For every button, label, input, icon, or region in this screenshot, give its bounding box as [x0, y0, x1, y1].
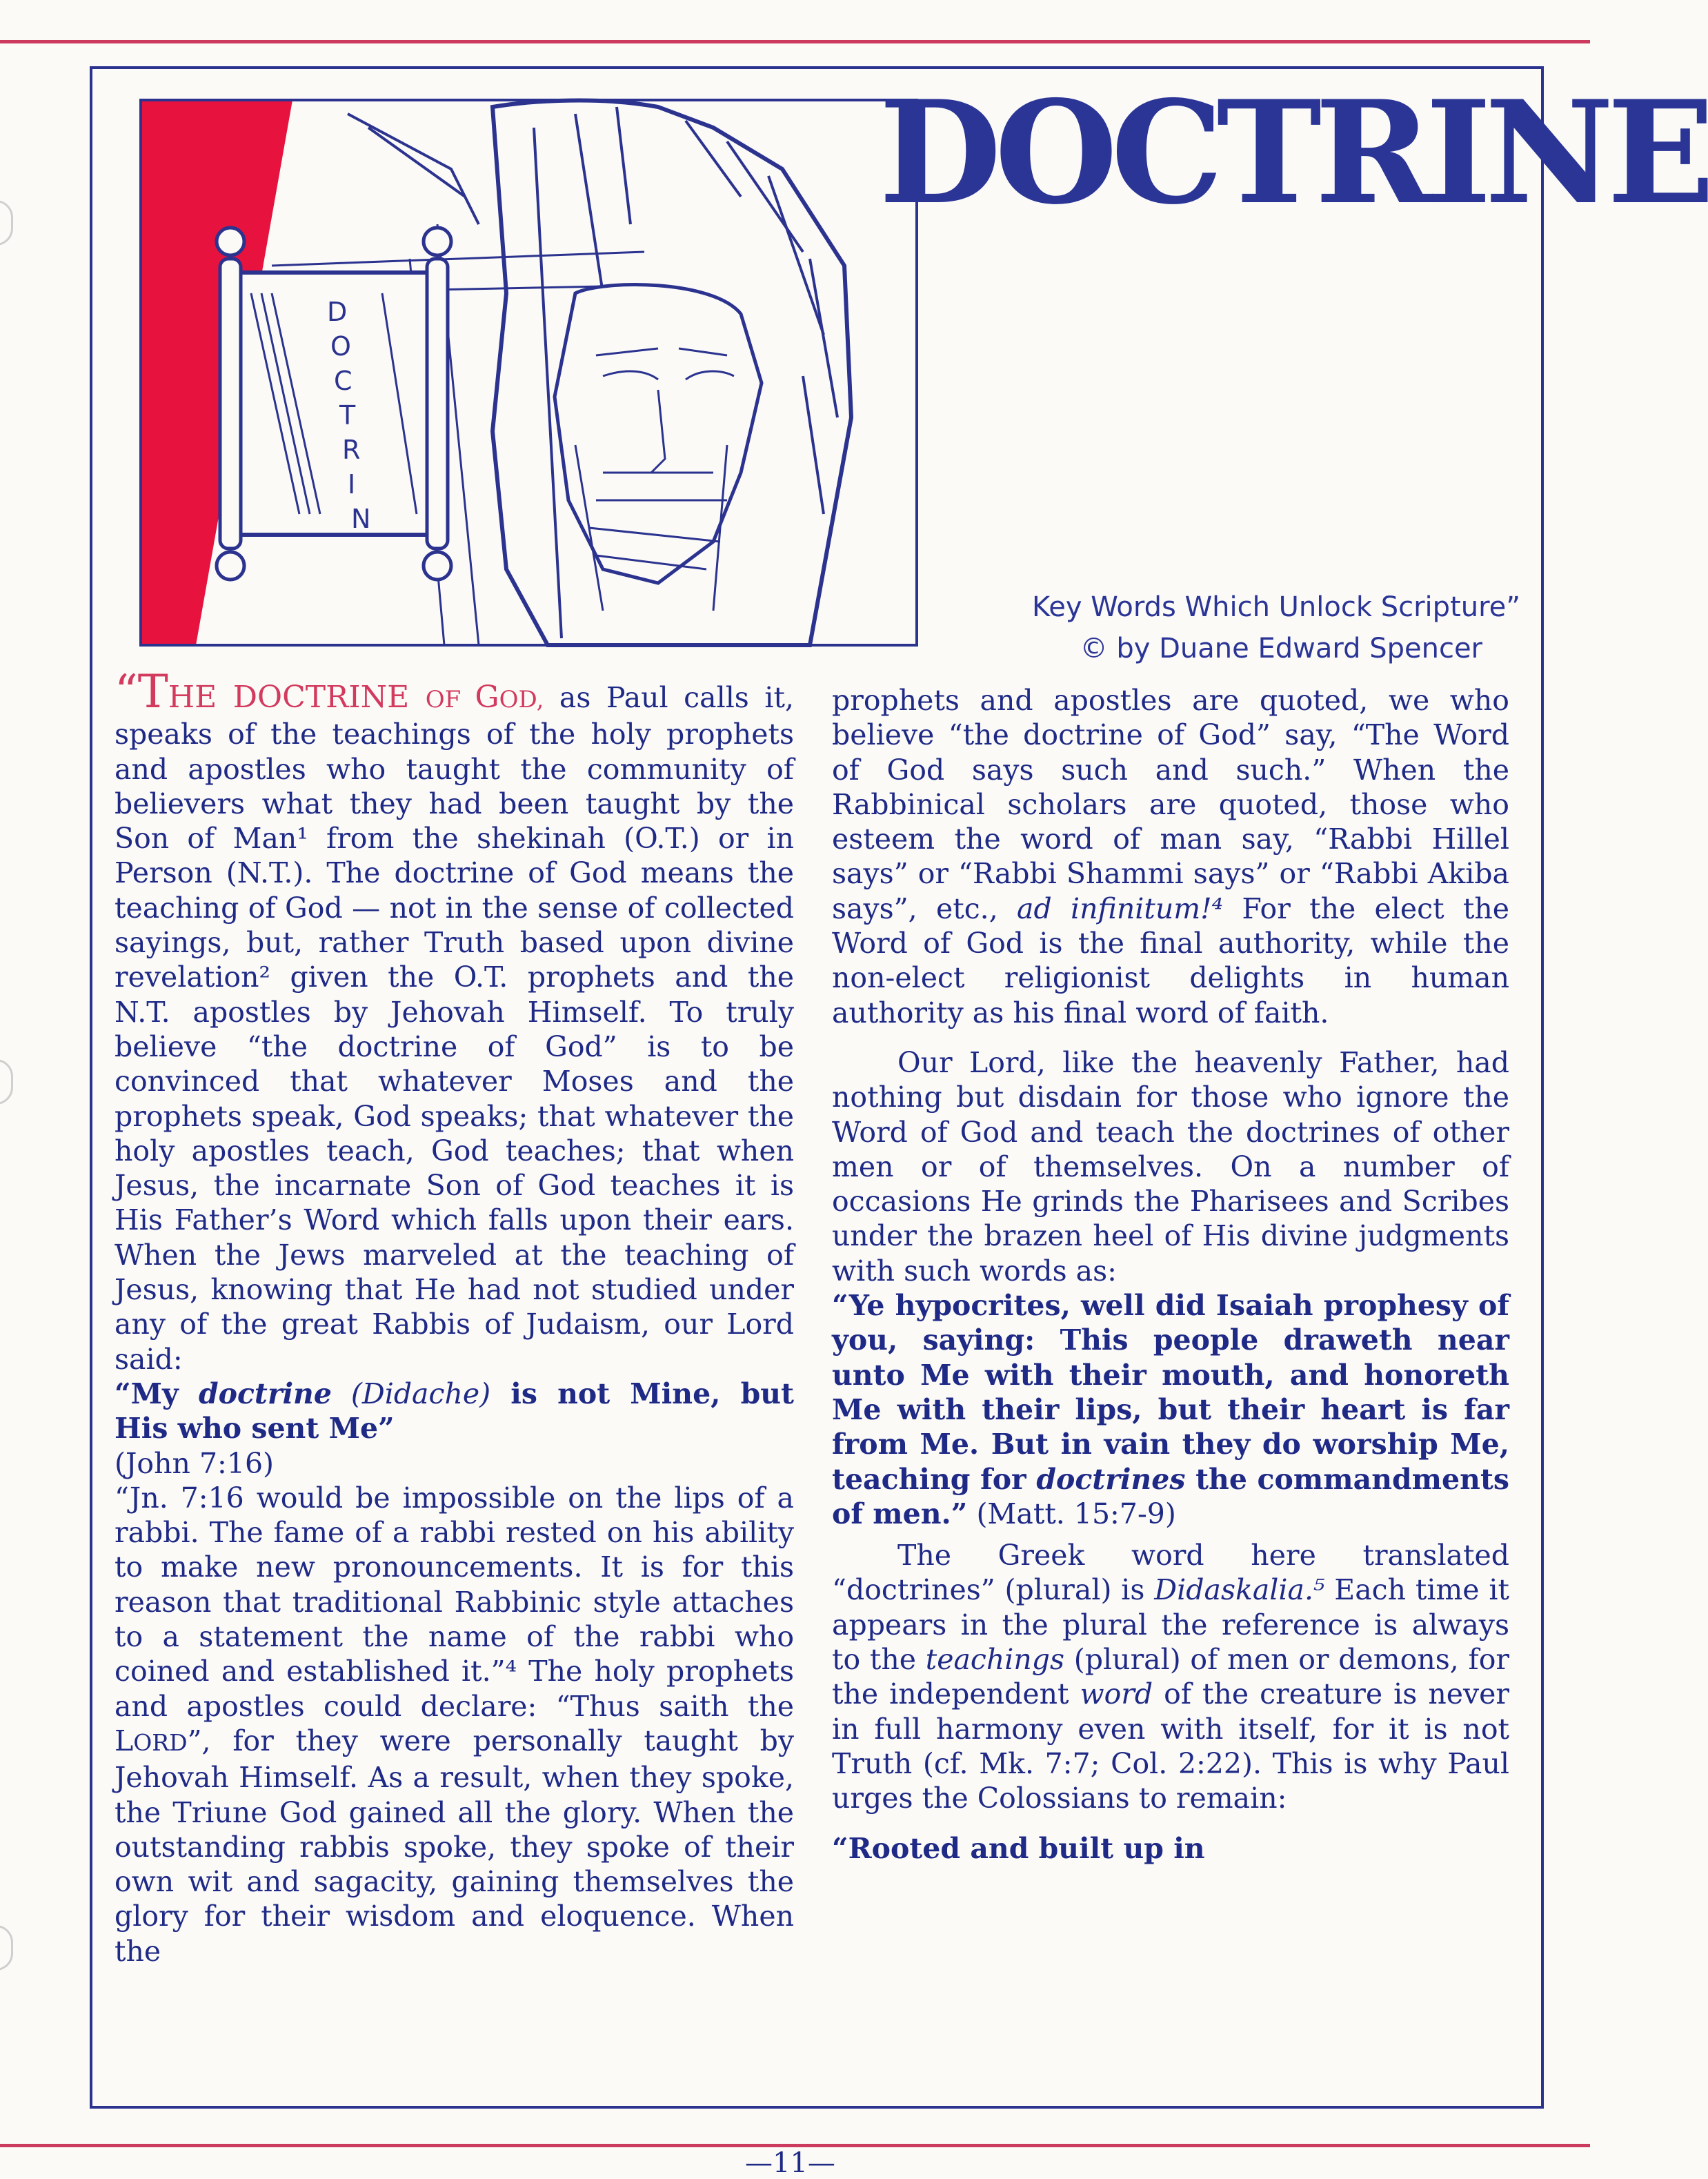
paragraph: “Jn. 7:16 would be impossible on the lips of a rabbi. The fame of a rabbi rested on his ability to make new pronouncements. It is for this reason that traditional Rabbinic style attaches to a statement the name of the rabbi who coined and established it.”⁴ The holy prophets and apostles could declare: “Thus saith the LORD”, for they were personally taught by Jehovah Himself. As a result, when they spoke, the Triune God gained all the glory. When the outstanding rabbis spoke, they spoke of their own wit and sagacity, gaining themselves the glory for their wisdom and eloquence. When the	[115, 1481, 794, 1968]
paragraph: The Greek word here translated “doctrines” (plural) is Didaskalia.⁵ Each time it appears in the plural the reference is always to the teachings (plural) of men or demons, for the independent word of the creature is never in full harmony even with itself, for it is not Truth (cf. Mk. 7:7; Col. 2:22). This is why Paul urges the Colossians to remain:	[832, 1539, 1510, 1815]
svg-text:O: O	[330, 331, 351, 362]
scripture-quote: “Ye hypocrites, well did Isaiah prophesy of you, saying: This people draweth near unto Me with their mouth, and honoreth Me with their lips, but their heart is far from Me. But in vain they do worship Me, teaching for doctrines the commandments of men.” (Matt. 15:7-9)	[832, 1289, 1509, 1530]
article-frame	[90, 66, 1708, 2109]
punch-hole	[0, 1059, 13, 1105]
paragraph: prophets and apostles are quoted, we who believe “the doctrine of God” say, “The Word of God says such and such.” When the Rabbinical scholars are quoted, those who esteem the word of man say, “Rabbi Hillel says” or “Rabbi Shammi says” or “Rabbi Akiba says”, etc., ad infinitum!⁴ For the elect the Word of God is the final authority, while the non-elect religionist delights in human authority as his final word of faith.	[832, 684, 1510, 1029]
page-title: DOCTRINE	[879, 70, 1708, 236]
left-column	[115, 665, 794, 1969]
svg-text:T: T	[339, 400, 356, 431]
svg-text:I: I	[348, 469, 356, 500]
svg-text:N: N	[351, 504, 371, 534]
svg-text:C: C	[334, 366, 352, 396]
scripture-quote: “My doctrine (Didache) is not Mine, but His who sent Me” (John 7:16)	[115, 1377, 794, 1480]
caption-series: Key Words Which Unlock Scripture”	[1031, 591, 1520, 623]
lead-in: “THE DOCTRINE OF GOD,	[115, 665, 544, 718]
rabbi-torah-scroll-illustration	[120, 86, 917, 645]
punch-hole	[0, 200, 13, 246]
svg-text:R: R	[342, 435, 361, 465]
paragraph: Our Lord, like the heavenly Father, had nothing but disdain for those who ignore the Word of God and teach the doctrines of other men or of themselves. On a number of occasions He grinds the Pharisees and Scribes under the brazen heel of His divine judgments with such words as:	[832, 1045, 1509, 1288]
page-number: —11—	[745, 2147, 835, 2179]
byline-caption	[1032, 586, 1520, 669]
scripture-quote: “Rooted and built up in	[832, 1831, 1205, 1865]
paragraph: “THE DOCTRINE OF GOD, as Paul calls it, speaks of the teachings of the holy prophets and apostles who taught the community of believers what they had been taught by the Son of Man¹ from the shekinah (O.T.) or in Person (N.T.). The doctrine of God means the teaching of God — not in the sense of collected sayings, but, rather Truth based upon divine revelation² given the O.T. prophets and the N.T. apostles by Jehovah Himself. To truly believe “the doctrine of God” is to be convinced that whatever Moses and the prophets speak, God speaks; that whatever the holy apostles teach, God teaches; that when Jesus, the incarnate Son of God teaches it is His Father’s Word which falls upon their ears. When the Jews marveled at the teaching of Jesus, knowing that He had not studied under any of the great Rabbis of Judaism, our Lord said:	[115, 665, 794, 1376]
caption-author: © by Duane Edward Spencer	[1080, 633, 1482, 664]
right-column	[832, 683, 1509, 1866]
top-rule	[0, 40, 1590, 43]
punch-hole	[0, 1925, 13, 1971]
svg-text:D: D	[327, 297, 348, 327]
